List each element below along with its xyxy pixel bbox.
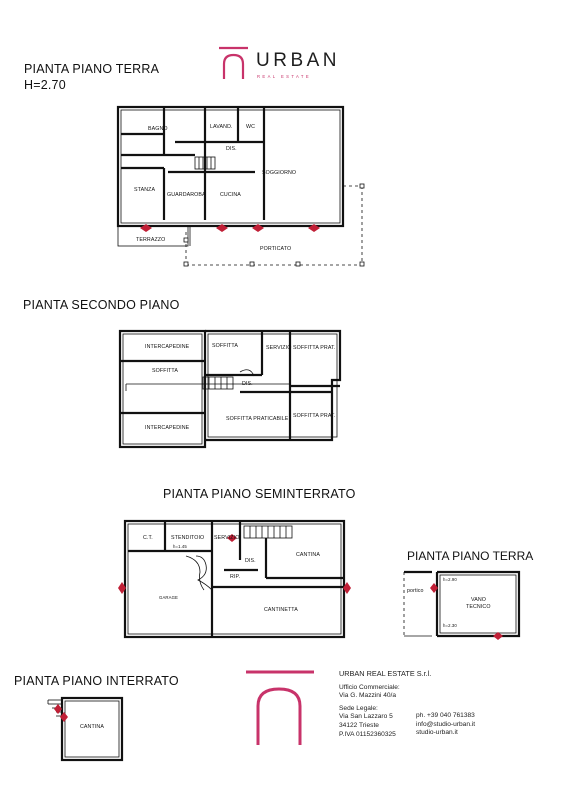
phone-number: ph. +39 040 761383 bbox=[416, 712, 475, 719]
vat-number: P.IVA 01152360325 bbox=[339, 730, 396, 738]
legal-address: Via San Lazzaro 5 bbox=[339, 713, 393, 721]
room-soffitta-left: SOFFITTA bbox=[152, 368, 179, 374]
tech-height-top: h=2.90 bbox=[443, 577, 457, 582]
legal-city: 34122 Trieste bbox=[339, 721, 379, 729]
basement-title: PIANTA PIANO SEMINTERRATO bbox=[163, 487, 356, 501]
room-lavand: LAVAND. bbox=[210, 124, 233, 130]
room-dis-basement: DIS. bbox=[245, 558, 256, 564]
room-bagno: BAGNO bbox=[148, 126, 168, 132]
room-terrazzo: TERRAZZO bbox=[136, 237, 166, 243]
second-floor-title: PIANTA SECONDO PIANO bbox=[23, 298, 180, 312]
room-vano: VANO bbox=[471, 597, 487, 603]
legal-label: Sede Legale: bbox=[339, 704, 378, 712]
room-soggiorno: SOGGIORNO bbox=[262, 170, 297, 176]
room-soffitta-mid: SOFFITTA bbox=[212, 343, 239, 349]
room-intercapedine-bottom: INTERCAPEDINE bbox=[145, 425, 190, 431]
porch-label: portico bbox=[407, 588, 424, 594]
room-rip: RIP. bbox=[230, 574, 241, 580]
room-soffitta-praticabile: SOFFITTA PRATICABILE bbox=[226, 416, 289, 422]
room-stanza: STANZA bbox=[134, 187, 156, 193]
underground-title: PIANTA PIANO INTERRATO bbox=[14, 674, 179, 688]
room-ct: C.T. bbox=[143, 535, 153, 541]
room-cantina-underground: CANTINA bbox=[80, 724, 104, 730]
room-cucina: CUCINA bbox=[220, 192, 241, 198]
company-contacts bbox=[416, 712, 475, 738]
room-porticato: PORTICATO bbox=[260, 246, 292, 252]
room-soffitta-prat-top: SOFFITTA PRAT. bbox=[293, 345, 336, 351]
email-address[interactable]: info@studio-urban.it bbox=[416, 720, 476, 728]
room-cantina-basement: CANTINA bbox=[296, 552, 320, 558]
ground-tech-title: PIANTA PIANO TERRA bbox=[407, 549, 534, 563]
room-intercapedine-top: INTERCAPEDINE bbox=[145, 344, 190, 350]
company-name: URBAN REAL ESTATE S.r.l. bbox=[339, 669, 432, 678]
ground-floor-title: PIANTA PIANO TERRA bbox=[24, 62, 160, 76]
room-dis-second: DIS. bbox=[242, 381, 253, 387]
room-guardaroba: GUARDAROBA bbox=[167, 192, 206, 198]
room-cantinetta: CANTINETTA bbox=[264, 607, 298, 613]
brand-tagline: REAL ESTATE bbox=[257, 74, 312, 79]
basement-height-note: h=1.45 bbox=[173, 544, 187, 549]
office-address: Via G. Mazzini 40/a bbox=[339, 692, 397, 700]
website-link[interactable]: studio-urban.it bbox=[416, 729, 458, 737]
room-soffitta-prat-bottom: SOFFITTA PRAT. bbox=[293, 413, 336, 419]
room-servizio-basement: SERVIZIO bbox=[214, 535, 240, 541]
room-wc: WC bbox=[246, 124, 256, 130]
ground-floor-height: H=2.70 bbox=[24, 78, 66, 92]
room-dis: DIS. bbox=[226, 146, 237, 152]
room-tecnico: TECNICO bbox=[466, 604, 491, 610]
office-label: Ufficio Commerciale: bbox=[339, 683, 400, 691]
room-garage: GARAGE bbox=[159, 595, 178, 600]
room-servizio: SERVIZIO bbox=[266, 345, 292, 351]
tech-height-bottom: h=2.30 bbox=[443, 623, 457, 628]
room-stenditoio: STENDITOIO bbox=[171, 535, 205, 541]
brand-name: URBAN bbox=[256, 50, 341, 71]
